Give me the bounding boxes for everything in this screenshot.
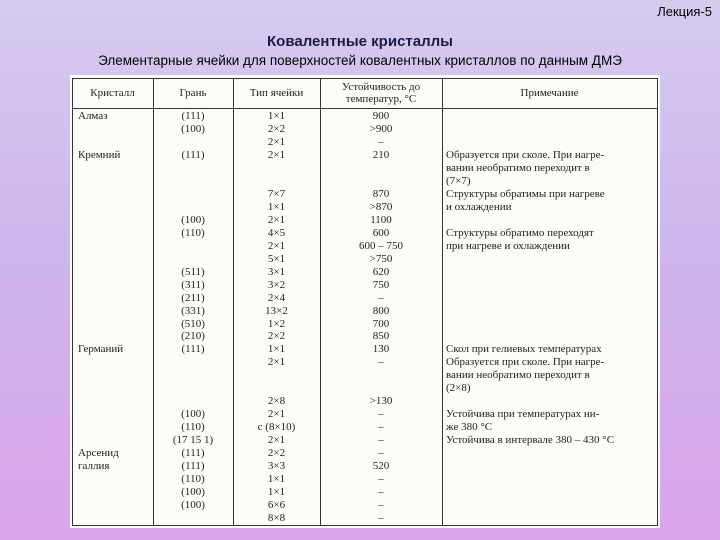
table-row (70, 447, 660, 460)
crystal-cell: Кремний (78, 148, 121, 161)
cell-type-cell: 1×1 (267, 110, 286, 122)
note-cell: вании необратимо переходит в (446, 369, 590, 382)
table-row (70, 499, 660, 512)
table-row (70, 136, 660, 149)
table-row (70, 434, 660, 447)
stability-cell: 520 (372, 460, 390, 473)
header-divider (72, 108, 658, 109)
table-row (70, 292, 660, 305)
cell-type-cell: 13×2 (265, 304, 288, 317)
table-row (70, 188, 660, 201)
column-header-note: Примечание (520, 87, 579, 99)
stability-cell: – (378, 486, 384, 499)
table-row (70, 253, 660, 266)
table-row (70, 460, 660, 473)
cell-type-cell: 2×2 (267, 122, 286, 135)
face-cell: (100) (181, 408, 205, 421)
stability-cell: >130 (369, 395, 393, 408)
table-row (70, 512, 660, 525)
cell-type-cell: 1×1 (267, 486, 286, 499)
crystal-cell: Арсенид (78, 447, 119, 460)
note-cell: же 380 °С (446, 421, 493, 434)
crystal-cell: Германий (78, 343, 124, 356)
cell-type-cell: 3×2 (267, 278, 286, 291)
table-row (70, 408, 660, 421)
note-cell: при нагреве и охлаждении (446, 239, 570, 252)
stability-cell: 600 (372, 226, 390, 239)
stability-cell: >750 (369, 252, 393, 265)
note-cell: Устойчива при температурах ни- (446, 408, 600, 421)
stability-cell: 700 (372, 317, 390, 330)
cell-type-cell: c (8×10) (257, 421, 296, 434)
note-cell: Устойчива в интервале 380 – 430 °С (446, 434, 615, 447)
table-row (70, 175, 660, 188)
table-row (70, 395, 660, 408)
cell-type-cell: 8×8 (267, 512, 286, 525)
table-border-bottom (72, 525, 658, 526)
stability-cell: – (378, 356, 384, 369)
stability-cell: – (378, 408, 384, 421)
table-row (70, 240, 660, 253)
table-row (70, 279, 660, 292)
table-row (70, 473, 660, 486)
cell-type-cell: 2×1 (267, 356, 286, 369)
note-cell: Структуры обратимо переходят (446, 226, 594, 239)
note-cell: Структуры обратимы при нагреве (446, 187, 605, 200)
note-cell: и охлаждении (446, 200, 512, 213)
table-row (70, 486, 660, 499)
face-cell: (111) (181, 447, 205, 460)
note-cell: (7×7) (446, 174, 471, 187)
cell-type-cell: 1×1 (267, 200, 286, 213)
stability-cell: – (378, 291, 384, 304)
face-cell: (111) (181, 110, 205, 122)
note-cell: (2×8) (446, 382, 471, 395)
table-row (70, 318, 660, 331)
table-row (70, 356, 660, 369)
table-row (70, 214, 660, 227)
stability-cell: >900 (369, 122, 393, 135)
cell-type-cell: 1×1 (267, 343, 286, 356)
column-header-cell-type: Тип ячейки (249, 87, 304, 99)
cell-type-cell: 2×1 (267, 213, 286, 226)
table-row (70, 110, 660, 123)
cell-type-cell: 1×2 (267, 317, 286, 330)
stability-cell: 130 (372, 343, 390, 356)
face-cell: (111) (181, 460, 205, 473)
table-row (70, 421, 660, 434)
face-cell: (331) (181, 304, 205, 317)
table-row (70, 149, 660, 162)
note-cell: Образуется при сколе. При нагре- (446, 356, 605, 369)
stability-cell: 850 (372, 330, 390, 343)
cell-type-cell: 2×8 (267, 395, 286, 408)
table-row (70, 305, 660, 318)
column-header-face: Грань (179, 87, 207, 99)
stability-cell: 1100 (370, 213, 392, 226)
stability-cell: – (378, 447, 384, 460)
stability-cell: – (378, 421, 384, 434)
page-title: Ковалентные кристаллы (267, 33, 453, 50)
cell-type-cell: 5×1 (267, 252, 286, 265)
face-cell: (17 15 1) (172, 434, 214, 447)
note-cell: Скол при гелиевых температурах (446, 343, 602, 356)
table-row (70, 227, 660, 240)
column-header-crystal: Кристалл (90, 87, 135, 99)
stability-cell: 600 – 750 (359, 239, 403, 252)
page-subtitle: Элементарные ячейки для поверхностей ковалентных кристаллов по данным ДМЭ (98, 53, 622, 68)
table-row (70, 382, 660, 395)
face-cell: (311) (181, 278, 205, 291)
stability-cell: 210 (372, 148, 390, 161)
face-cell: (100) (181, 213, 205, 226)
stability-cell: 870 (372, 187, 390, 200)
cell-type-cell: 2×1 (267, 434, 286, 447)
stability-cell: >870 (369, 200, 393, 213)
cell-type-cell: 4×5 (267, 226, 286, 239)
table-row (70, 266, 660, 279)
cell-type-cell: 2×2 (267, 447, 286, 460)
note-cell: вании необратимо переходит в (446, 161, 590, 174)
face-cell: (100) (181, 122, 205, 135)
face-cell: (100) (181, 499, 205, 512)
cell-type-cell: 1×1 (267, 473, 286, 486)
stability-cell: – (378, 512, 384, 525)
stability-cell: 800 (372, 304, 390, 317)
cell-type-cell: 3×3 (267, 460, 286, 473)
cell-type-cell: 2×4 (267, 291, 286, 304)
cell-type-cell: 3×1 (267, 265, 286, 278)
stability-cell: – (378, 499, 384, 512)
note-cell: Образуется при сколе. При нагре- (446, 148, 605, 161)
column-header-stability: Устойчивость до температур, °С (341, 81, 421, 105)
stability-cell: 900 (372, 110, 390, 122)
face-cell: (110) (181, 421, 205, 434)
cell-type-cell: 2×1 (267, 148, 286, 161)
cell-type-cell: 2×1 (267, 408, 286, 421)
crystal-table (70, 75, 660, 528)
face-cell: (510) (181, 317, 205, 330)
table-row (70, 123, 660, 136)
stability-cell: – (378, 473, 384, 486)
stability-cell: 750 (372, 278, 390, 291)
lecture-label: Лекция-5 (657, 4, 712, 19)
face-cell: (111) (181, 343, 205, 356)
face-cell: (111) (181, 148, 205, 161)
face-cell: (100) (181, 486, 205, 499)
stability-cell: – (378, 135, 384, 148)
table-row (70, 162, 660, 175)
cell-type-cell: 7×7 (267, 187, 286, 200)
face-cell: (110) (181, 473, 205, 486)
table-row (70, 343, 660, 356)
table-row (70, 369, 660, 382)
stability-cell: – (378, 434, 384, 447)
cell-type-cell: 2×1 (267, 135, 286, 148)
table-row (70, 201, 660, 214)
stability-cell: 620 (372, 265, 390, 278)
face-cell: (210) (181, 330, 205, 343)
cell-type-cell: 6×6 (267, 499, 286, 512)
crystal-cell: Алмаз (78, 110, 108, 122)
face-cell: (110) (181, 226, 205, 239)
cell-type-cell: 2×2 (267, 330, 286, 343)
cell-type-cell: 2×1 (267, 239, 286, 252)
face-cell: (511) (181, 265, 205, 278)
table-row (70, 330, 660, 343)
face-cell: (211) (181, 291, 205, 304)
crystal-cell: галлия (78, 460, 110, 473)
